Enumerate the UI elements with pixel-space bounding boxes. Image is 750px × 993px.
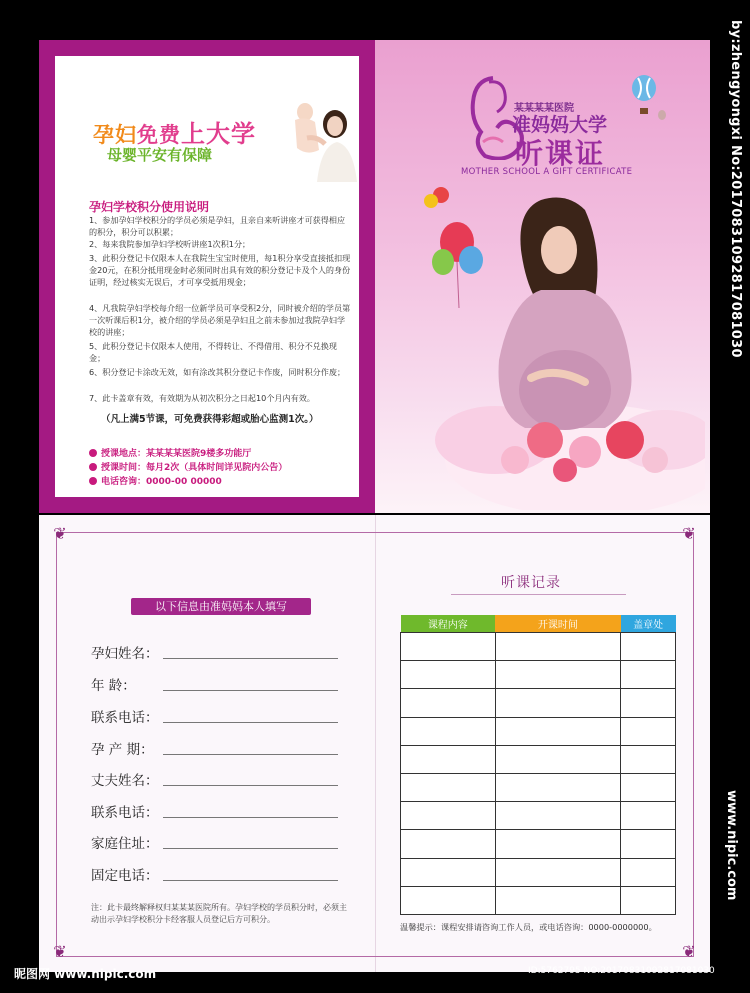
record-row [401,661,676,689]
watermark-right: by:zhengyongxi No:20170831092817081030 [728,20,743,358]
record-cell[interactable] [401,661,496,689]
record-cell[interactable] [621,830,676,858]
bullet-icon [89,477,97,485]
record-tip: 温馨提示：课程安排请咨询工作人员，或电话咨询：0000-0000000。 [400,922,657,932]
corner-ornament-icon: ❦ [682,524,696,543]
field-line[interactable] [163,722,338,723]
pregnant-woman-photo [435,190,705,510]
record-cell[interactable] [621,633,676,661]
record-cell[interactable] [621,802,676,830]
record-cell[interactable] [495,689,621,717]
field-line[interactable] [163,880,338,881]
record-cell[interactable] [401,717,496,745]
field-line[interactable] [163,658,338,659]
record-cell[interactable] [621,773,676,801]
rules-card [55,56,359,497]
field-label: 孕妇姓名： [91,646,159,662]
record-row [401,745,676,773]
rule-item: 3、此积分登记卡仅限本人在我院生宝宝时使用，每1积分享受直接抵扣现金20元，在积分抵用现金时必须同时出具有效的积分登记卡及个人的身份证明，经过核实无误后，才可享受抵用现金； [89,253,351,287]
field-line[interactable] [163,848,338,849]
form-footnote: 注：此卡最终解释权归某某某医院所有。孕妇学校的学员积分时，必须主动出示孕妇学校积分卡经客服人员登记后方可积分。 [91,903,347,924]
record-cell[interactable] [401,745,496,773]
field-label: 联系电话： [91,805,159,821]
corner-ornament-icon: ❦ [682,942,696,961]
bonus-note: （凡上满5节课，可免费获得彩超或胎心监测1次。） [101,414,319,425]
inner-spread [39,515,710,972]
hot-air-balloon-icon [629,74,659,118]
info-location [89,446,251,459]
corner-ornament-icon: ❦ [53,942,67,961]
record-cell[interactable] [401,773,496,801]
info-text: 电话咨询：0000-00 00000 [101,477,222,487]
record-title-divider [451,594,626,595]
record-row [401,773,676,801]
field-label: 联系电话： [91,710,159,726]
record-header: 盖章处 [621,615,676,633]
cover-title-line1: 准妈妈大学 [512,114,608,136]
record-cell[interactable] [621,886,676,914]
info-text: 授课时间：每月2次（具体时间详见院内公告） [101,463,288,473]
info-phone [89,474,222,487]
watermark-right-url: www.nipic.com [724,790,739,901]
field-label: 丈夫姓名： [91,773,159,789]
corner-ornament-icon: ❦ [53,524,67,543]
rule-item: 5、此积分登记卡仅限本人使用，不得转让、不得借用、积分不兑换现金； [89,341,337,363]
record-cell[interactable] [401,830,496,858]
record-cell[interactable] [495,633,621,661]
rules-title: 孕妇学校积分使用说明 [89,200,210,214]
rule-item: 2、每来我院参加孕妇学校听讲座1次积1分； [89,239,251,249]
field-label: 固定电话： [91,868,159,884]
record-row [401,633,676,661]
record-cell[interactable] [401,886,496,914]
record-cell[interactable] [495,745,621,773]
record-cell[interactable] [621,661,676,689]
field-label: 孕 产 期： [91,742,154,758]
record-cell[interactable] [495,802,621,830]
rule-item: 1、参加孕妇学校积分的学员必须是孕妇，且亲自来听讲座才可获得相应的积分，积分可以积累； [89,215,346,237]
rule-item: 4、凡我院孕妇学校每介绍一位新学员可享受积2分，同时被介绍的学员第一次听课后积1分，被介绍的学员必须是孕妇且之前未参加过我院孕妇学校的讲座； [89,303,351,337]
rule-item: 6、积分登记卡涂改无效，如有涂改其积分登记卡作废，同时积分作废； [89,367,346,377]
form-banner: 以下信息由准妈妈本人填写 [131,598,311,615]
record-body [401,633,676,915]
info-schedule [89,460,287,473]
field-label: 年 龄： [91,678,136,694]
field-line[interactable] [163,690,338,691]
field-line[interactable] [163,754,338,755]
record-cell[interactable] [621,745,676,773]
record-row [401,802,676,830]
hero-title-part: 孕妇 [93,123,137,147]
small-balloon-icon [657,110,667,122]
record-table [400,615,676,915]
record-row [401,717,676,745]
rule-item: 7、此卡盖章有效，有效期为从初次积分之日起10个月内有效。 [89,393,315,403]
record-title: 听课记录 [501,575,561,591]
record-cell[interactable] [621,717,676,745]
record-cell[interactable] [621,858,676,886]
record-cell[interactable] [495,858,621,886]
record-cell[interactable] [495,773,621,801]
record-cell[interactable] [401,633,496,661]
record-cell[interactable] [495,830,621,858]
field-label: 家庭住址： [91,836,159,852]
cover-panel [375,40,710,513]
record-row [401,830,676,858]
record-header: 开课时间 [495,615,621,633]
record-cell[interactable] [621,689,676,717]
record-row [401,689,676,717]
cover-title-line2: 听课证 [515,137,606,170]
record-cell[interactable] [495,886,621,914]
record-cell[interactable] [401,858,496,886]
field-line[interactable] [163,785,338,786]
hero-title-part: 上大学 [181,120,256,148]
rules-panel [39,40,375,513]
hero-title-part: 免费 [137,123,181,147]
record-row [401,886,676,914]
record-header: 课程内容 [401,615,496,633]
record-cell[interactable] [401,689,496,717]
cover-hospital: 某某某某医院 [514,103,574,114]
mother-baby-photo [285,98,357,182]
bullet-icon [89,463,97,471]
record-cell[interactable] [495,661,621,689]
record-cell[interactable] [401,802,496,830]
record-cell[interactable] [495,717,621,745]
watermark-bottom-right: ID:5762795 NO:20170831092817081030 [528,966,715,976]
cover-english-title: MOTHER SCHOOL A GIFT CERTIFICATE [461,167,633,177]
record-row [401,858,676,886]
bullet-icon [89,449,97,457]
watermark-bottom-left: 昵图网 www.nipic.com [14,967,157,981]
field-line[interactable] [163,817,338,818]
info-text: 授课地点：某某某某医院9楼多功能厅 [101,449,252,459]
hero-subtitle: 母婴平安有保障 [107,146,213,164]
